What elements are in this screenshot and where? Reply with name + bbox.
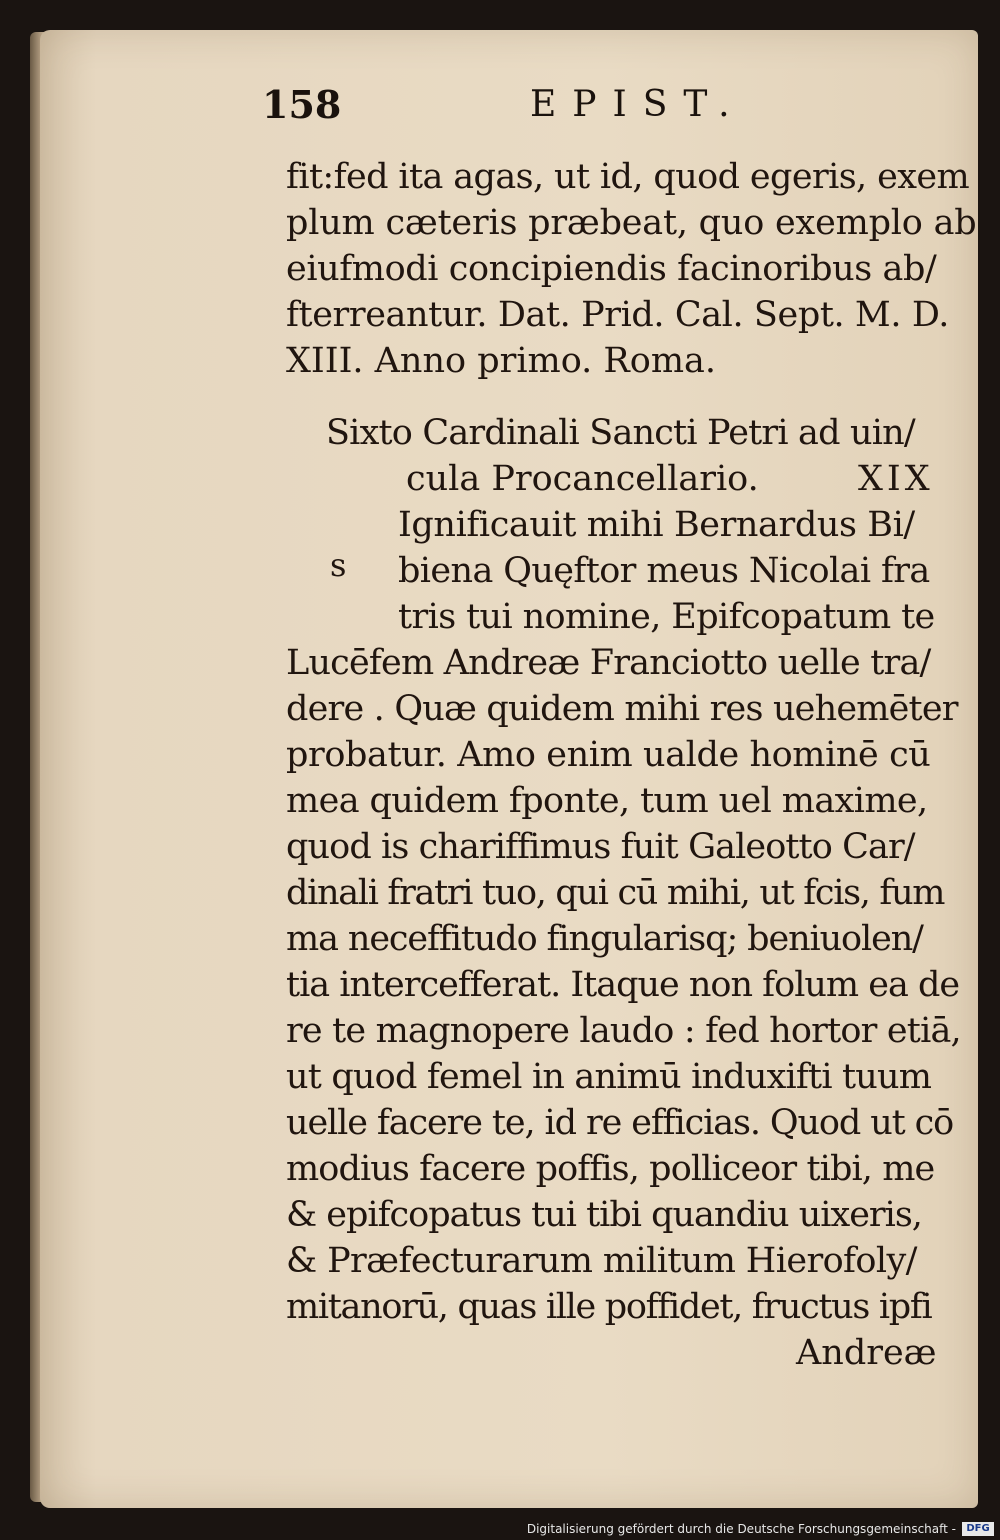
text-line: dinali fratri tuo, qui cū mihi, ut fcis, fum [286,873,945,913]
text-line: uelle facere te, id re efficias. Quod ut cō [286,1103,954,1143]
text-line: tris tui nomine, Epifcopatum te [398,597,935,637]
text-line: ut quod femel in animū induxifti tuum [286,1057,932,1097]
text-line: mitanorū, quas ille poffidet, fructus ipfi [286,1287,932,1327]
text-line: re te magnopere laudo : fed hortor etiā, [286,1011,961,1051]
text-line: dere . Quæ quidem mihi res uehemēter [286,689,958,729]
text-line: eiufmodi concipiendis facinoribus ab/ [286,249,937,289]
text-line: fit:fed ita agas, ut id, quod egeris, exem [286,157,970,197]
text-line: mea quidem fponte, tum uel maxime, [286,781,928,821]
text-line: & Præfecturarum militum Hierofoly/ [286,1241,917,1281]
text-line: modius facere poffis, polliceor tibi, me [286,1149,935,1189]
margin-note: s [330,546,347,584]
text-line: & epifcopatus tui tibi quandiu uixeris, [286,1195,922,1235]
text-line: Ignificauit mihi Bernardus Bi/ [398,505,915,545]
letter-heading-line: cula Procancellario. [406,459,759,499]
text-line: probatur. Amo enim ualde hominē cū [286,735,931,775]
text-line: Lucēfem Andreæ Franciotto uelle tra/ [286,643,931,683]
text-line: plum cæteris præbeat, quo exemplo ab [286,203,977,243]
text-line: XIII. Anno primo. Roma. [286,341,717,381]
text-line: ma neceffitudo fingularisq; beniuolen/ [286,919,923,959]
text-line: fterreantur. Dat. Prid. Cal. Sept. M. D. [286,295,949,335]
text-line: quod is chariffimus fuit Galeotto Car/ [286,827,915,867]
dfg-logo: DFG [962,1522,994,1536]
running-head: EPIST. [530,84,746,125]
text-line: biena Quęftor meus Nicolai fra [398,551,930,591]
text-line: tia intercefferat. Itaque non folum ea de [286,965,960,1005]
page-number: 158 [262,82,342,127]
digitization-credit: Digitalisierung gefördert durch die Deutsche Forschungsgemeinschaft - [526,1522,956,1536]
catchword: Andreæ [796,1333,937,1373]
letter-heading-line: Sixto Cardinali Sancti Petri ad uin/ [326,413,915,453]
letter-number: XIX [858,459,934,499]
